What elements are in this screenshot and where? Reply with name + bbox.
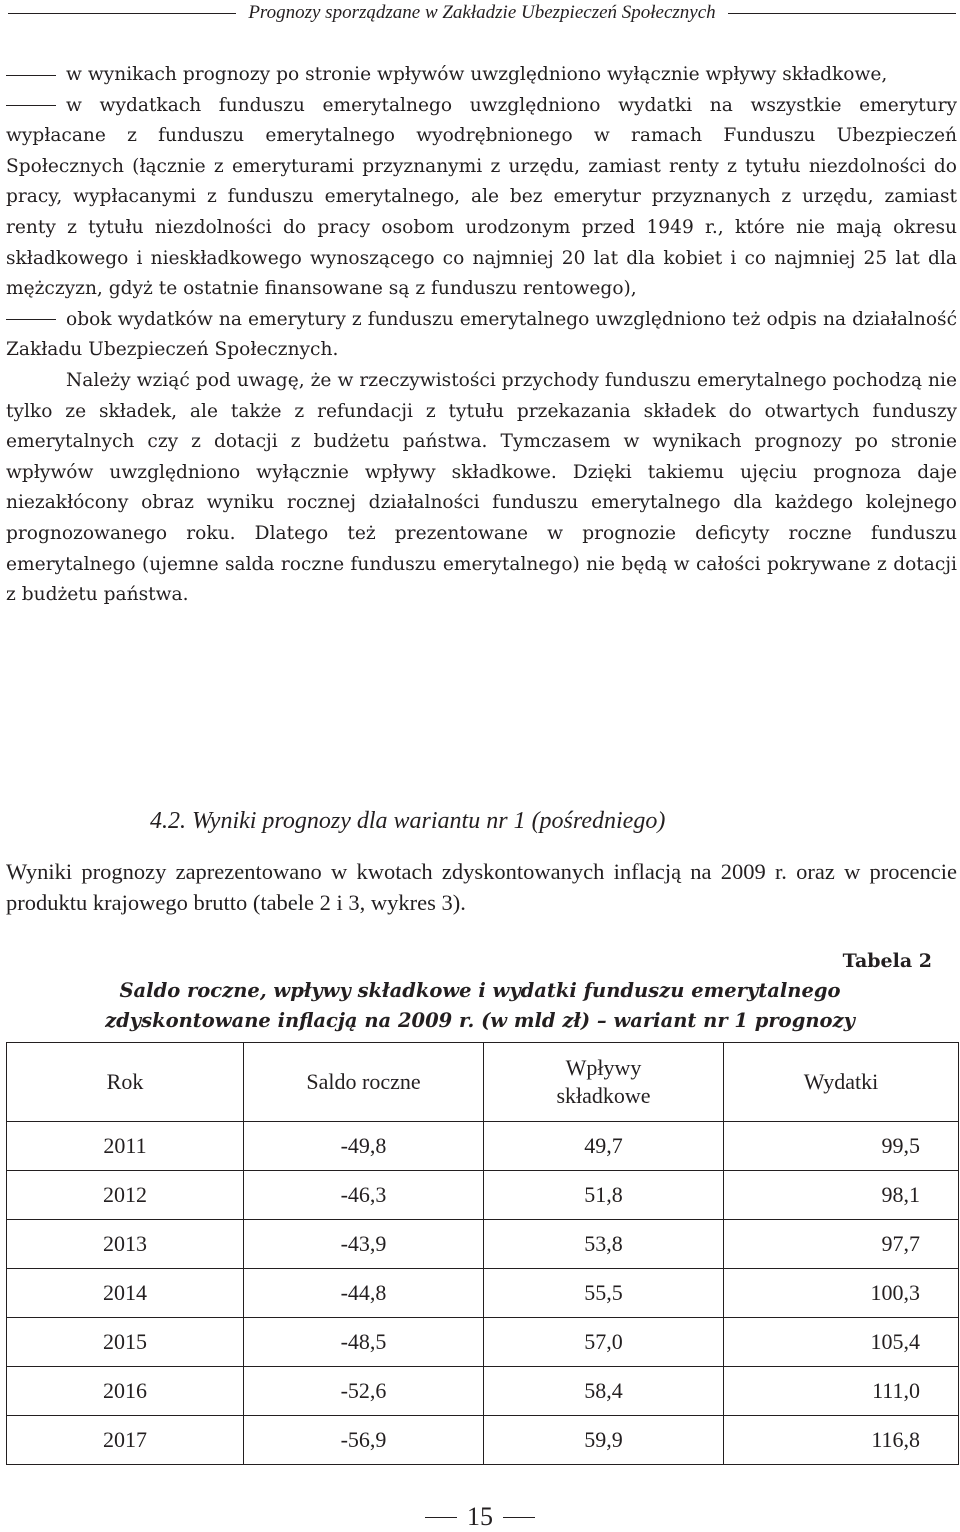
em-dash-marker <box>6 105 56 106</box>
cell-balance: -43,9 <box>244 1220 484 1269</box>
column-header-contributions <box>484 1043 724 1122</box>
page-footer <box>0 1502 960 1532</box>
bullet-text: w wynikach prognozy po stronie wpływów uwzględniono wyłącznie wpływy składkowe, <box>66 64 888 85</box>
column-header-year: Rok <box>7 1043 244 1122</box>
table-caption <box>40 976 920 1036</box>
table-caption-line: zdyskontowane inflacją na 2009 r. (w mld zł) – wariant nr 1 prognozy <box>105 1009 855 1032</box>
section-intro: Wyniki prognozy zaprezentowano w kwotach zdyskontowanych inflacją na 2009 r. oraz w procencie produktu krajowego brutto (tabele 2 i 3, wykres 3). <box>6 859 957 915</box>
header-rule-right <box>728 13 956 14</box>
cell-expenditures: 99,5 <box>724 1122 959 1171</box>
cell-contributions: 49,7 <box>484 1122 724 1171</box>
body-paragraph: Należy wziąć pod uwagę, że w rzeczywistości przychody funduszu emerytalnego pochodzą nie tylko ze składek, ale także z refundacji z tytułu przekazania składek do otwartych funduszy emerytalnych czy z dotacji z budżetu państwa. Tymczasem w wynikach prognozy po stronie wpływów uwzględniono wyłącznie wpływy składkowe. Dzięki takiemu ujęciu prognoza daje niezakłócony obraz wyniku rocznej działalności funduszu emerytalnego dla każdego kolejnego prognozowanego roku. Dlatego też prezentowane w prognozie deficyty roczne funduszu emerytalnego (ujemne salda roczne funduszu emerytalnego) nie będą w całości pokrywane z dotacji z budżetu państwa. <box>6 369 957 606</box>
cell-year: 2016 <box>7 1367 244 1416</box>
header-rule-left <box>8 13 236 14</box>
cell-expenditures: 105,4 <box>724 1318 959 1367</box>
cell-contributions: 58,4 <box>484 1367 724 1416</box>
em-dash-marker <box>6 319 56 320</box>
table-row <box>7 1416 959 1465</box>
table-header-row <box>7 1043 959 1122</box>
table-row <box>7 1269 959 1318</box>
running-header <box>8 0 956 26</box>
page-number: 15 <box>467 1502 493 1531</box>
cell-expenditures: 116,8 <box>724 1416 959 1465</box>
em-dash-marker <box>6 75 56 76</box>
cell-expenditures: 100,3 <box>724 1269 959 1318</box>
cell-contributions: 59,9 <box>484 1416 724 1465</box>
column-header-contributions-label: Wpływy składkowe <box>556 1055 651 1108</box>
page-number-rule-left <box>425 1517 457 1518</box>
table-row <box>7 1122 959 1171</box>
bullet-item <box>6 60 957 91</box>
cell-expenditures: 98,1 <box>724 1171 959 1220</box>
cell-contributions: 51,8 <box>484 1171 724 1220</box>
cell-expenditures: 97,7 <box>724 1220 959 1269</box>
table-row <box>7 1318 959 1367</box>
column-header-expenditures: Wydatki <box>724 1043 959 1122</box>
table-row <box>7 1220 959 1269</box>
cell-balance: -48,5 <box>244 1318 484 1367</box>
section-heading: 4.2. Wyniki prognozy dla wariantu nr 1 (pośredniego) <box>150 808 666 834</box>
cell-year: 2015 <box>7 1318 244 1367</box>
cell-balance: -56,9 <box>244 1416 484 1465</box>
cell-contributions: 57,0 <box>484 1318 724 1367</box>
bullet-item <box>6 91 957 305</box>
bullet-item <box>6 305 957 366</box>
column-header-balance: Saldo roczne <box>244 1043 484 1122</box>
cell-balance: -49,8 <box>244 1122 484 1171</box>
table-row <box>7 1171 959 1220</box>
table-label: Tabela 2 <box>842 950 932 972</box>
cell-balance: -46,3 <box>244 1171 484 1220</box>
running-title: Prognozy sporządzane w Zakładzie Ubezpieczeń Społecznych <box>248 2 716 23</box>
cell-year: 2012 <box>7 1171 244 1220</box>
table-caption-line: Saldo roczne, wpływy składkowe i wydatki funduszu emerytalnego <box>119 979 841 1002</box>
table-row <box>7 1367 959 1416</box>
cell-year: 2017 <box>7 1416 244 1465</box>
cell-balance: -44,8 <box>244 1269 484 1318</box>
body-text <box>6 60 957 611</box>
data-table <box>6 1042 959 1465</box>
cell-contributions: 53,8 <box>484 1220 724 1269</box>
cell-year: 2014 <box>7 1269 244 1318</box>
cell-expenditures: 111,0 <box>724 1367 959 1416</box>
cell-year: 2011 <box>7 1122 244 1171</box>
bullet-text: obok wydatków na emerytury z funduszu emerytalnego uwzględniono też odpis na działalność Zakładu Ubezpieczeń Społecznych. <box>6 308 957 361</box>
bullet-text: w wydatkach funduszu emerytalnego uwzględniono wydatki na wszystkie emerytury wypłacane z funduszu emerytalnego wyodrębnionego w ramach Funduszu Ubezpieczeń Społecznych (łącznie z emeryturami przyznanymi z urzędu, zamiast renty z tytułu niezdolności do pracy, wypłacanymi z funduszu emerytalnego, ale bez emerytur przyznanych z urzędu, zamiast renty z tytułu niezdolności do pracy osobom urodzonym przed 1949 r., które nie mają okresu składkowego i nieskładkowego wynoszącego co najmniej 20 lat dla kobiet i co najmniej 25 lat dla mężczyzn, gdyż te ostatnie finansowane są z funduszu rentowego), <box>6 94 957 300</box>
page-number-rule-right <box>503 1517 535 1518</box>
cell-balance: -52,6 <box>244 1367 484 1416</box>
cell-contributions: 55,5 <box>484 1269 724 1318</box>
cell-year: 2013 <box>7 1220 244 1269</box>
